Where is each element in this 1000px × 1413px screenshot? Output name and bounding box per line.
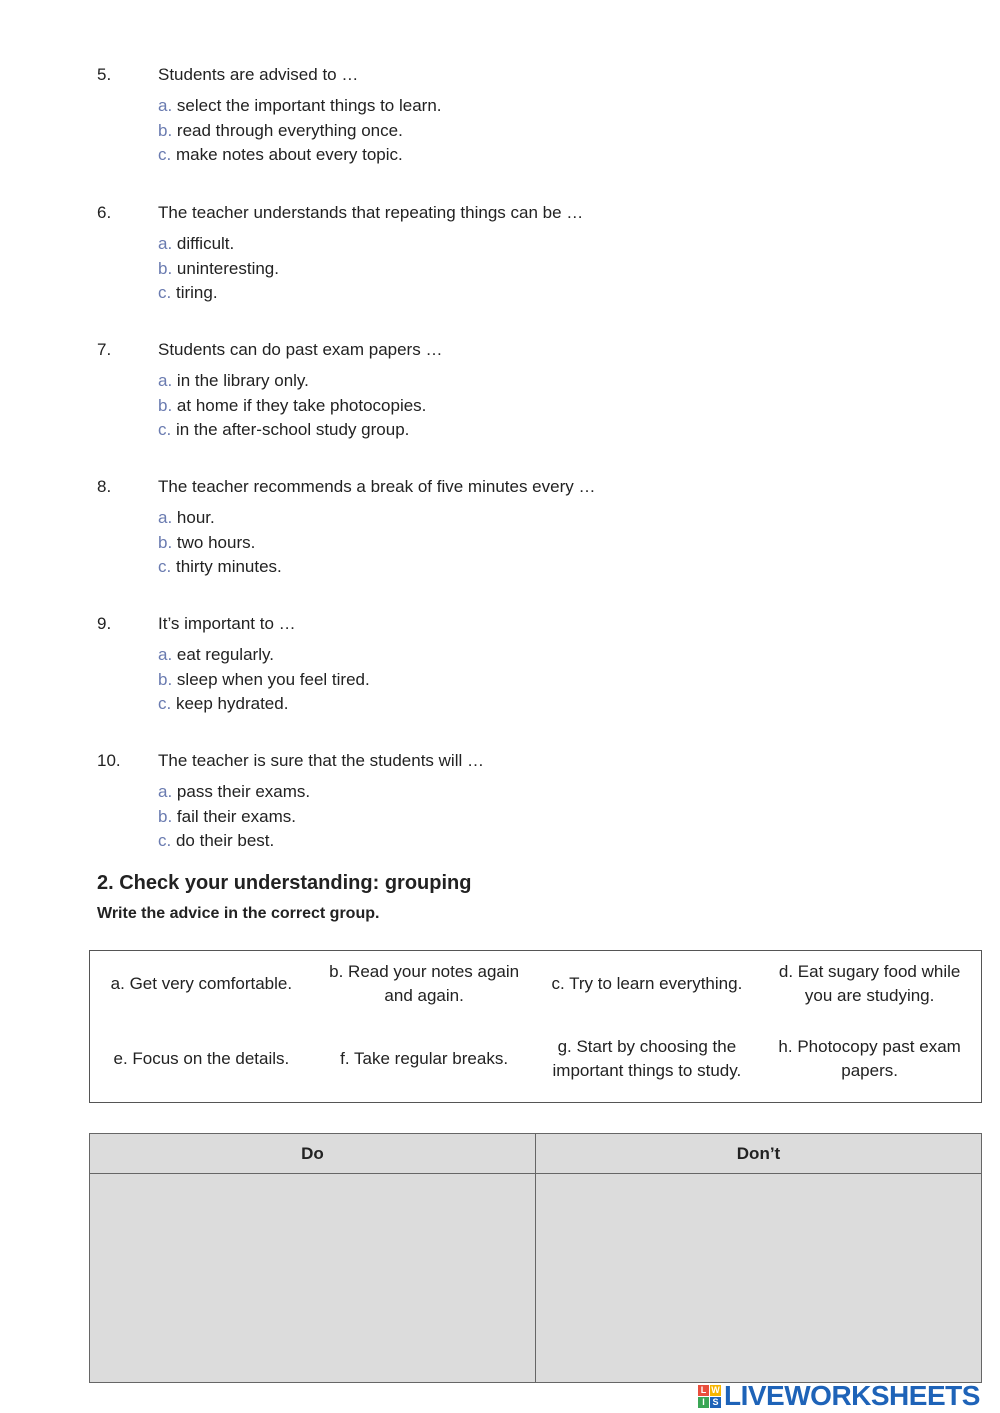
option-text: make notes about every topic. xyxy=(175,145,403,164)
question-9 xyxy=(97,613,917,717)
option-text: thirty minutes. xyxy=(175,557,282,576)
option-letter: a. xyxy=(158,234,173,253)
option-text: at home if they take photocopies. xyxy=(176,395,427,415)
question-10 xyxy=(97,750,917,854)
section-instruction: Write the advice in the correct group. xyxy=(97,905,380,922)
option-text: in the library only. xyxy=(176,371,309,390)
option-text: difficult. xyxy=(176,234,235,253)
option-letter: c. xyxy=(158,557,172,576)
option-b[interactable] xyxy=(158,119,917,144)
question-6 xyxy=(97,202,917,306)
option-text: read through everything once. xyxy=(176,120,403,140)
logo-tile: I xyxy=(698,1397,709,1408)
option-b[interactable] xyxy=(158,668,917,693)
option-text: do their best. xyxy=(175,831,275,850)
question-number: 7. xyxy=(97,340,112,359)
do-drop-area[interactable] xyxy=(90,1174,536,1383)
option-c[interactable] xyxy=(158,281,917,306)
advice-item-h[interactable]: h. Photocopy past exam papers. xyxy=(778,1037,961,1080)
question-number: 6. xyxy=(97,203,112,222)
option-text: pass their exams. xyxy=(176,782,311,801)
question-number: 8. xyxy=(97,477,112,496)
option-text: select the important things to learn. xyxy=(176,96,442,115)
question-text: Students are advised to … xyxy=(158,65,359,84)
option-letter: c. xyxy=(158,420,172,439)
advice-item-g[interactable]: g. Start by choosing the important things to study. xyxy=(552,1037,742,1080)
option-text: two hours. xyxy=(176,532,256,552)
option-letter: a. xyxy=(158,96,173,115)
grouping-table xyxy=(89,1133,982,1383)
option-text: eat regularly. xyxy=(176,645,274,664)
option-b[interactable] xyxy=(158,257,917,282)
dont-drop-area[interactable] xyxy=(536,1174,982,1383)
option-a[interactable] xyxy=(158,780,917,805)
question-5 xyxy=(97,64,917,168)
option-a[interactable] xyxy=(158,369,917,394)
option-letter: b. xyxy=(158,258,173,278)
option-text: in the after-school study group. xyxy=(175,420,410,439)
question-text: The teacher understands that repeating things can be … xyxy=(158,203,584,222)
question-number: 10. xyxy=(97,751,121,770)
option-c[interactable] xyxy=(158,555,917,580)
option-letter: b. xyxy=(158,669,173,689)
advice-item-d[interactable]: d. Eat sugary food while you are studying. xyxy=(778,961,961,1005)
option-c[interactable] xyxy=(158,143,917,168)
option-b[interactable] xyxy=(158,394,917,419)
liveworksheets-watermark xyxy=(698,1380,980,1412)
question-text: It’s important to … xyxy=(158,614,296,633)
option-letter: a. xyxy=(158,782,173,801)
dont-column-header: Don’t xyxy=(536,1134,982,1174)
option-a[interactable] xyxy=(158,506,917,531)
option-text: hour. xyxy=(176,508,215,527)
option-a[interactable] xyxy=(158,643,917,668)
question-text: Students can do past exam papers … xyxy=(158,340,443,359)
option-letter: c. xyxy=(158,694,172,713)
option-c[interactable] xyxy=(158,692,917,717)
option-letter: c. xyxy=(158,283,172,302)
question-number: 9. xyxy=(97,614,112,633)
option-text: keep hydrated. xyxy=(175,694,289,713)
option-text: uninteresting. xyxy=(176,258,279,278)
liveworksheets-logo-icon xyxy=(698,1385,721,1408)
advice-item-b[interactable]: b. Read your notes again and again. xyxy=(329,961,520,1005)
option-b[interactable] xyxy=(158,531,917,556)
option-letter: b. xyxy=(158,806,173,826)
option-text: fail their exams. xyxy=(176,806,296,826)
logo-tile: W xyxy=(711,1385,720,1395)
option-letter: b. xyxy=(158,395,173,415)
option-b[interactable] xyxy=(158,805,917,830)
option-letter: a. xyxy=(158,508,173,527)
question-text: The teacher is sure that the students will … xyxy=(158,751,484,770)
advice-item-e[interactable]: e. Focus on the details. xyxy=(113,1049,290,1068)
option-letter: b. xyxy=(158,532,173,552)
advice-item-a[interactable]: a. Get very comfortable. xyxy=(110,973,293,993)
option-letter: c. xyxy=(158,831,172,850)
option-letter: c. xyxy=(158,145,172,164)
question-number: 5. xyxy=(97,65,112,84)
do-column-header: Do xyxy=(90,1134,536,1174)
option-a[interactable] xyxy=(158,94,917,119)
option-letter: b. xyxy=(158,120,173,140)
question-7 xyxy=(97,339,917,443)
logo-tile: S xyxy=(710,1397,721,1408)
option-c[interactable] xyxy=(158,829,917,854)
watermark-text: LIVEWORKSHEETS xyxy=(724,1380,980,1411)
option-text: tiring. xyxy=(175,283,218,302)
advice-item-c[interactable]: c. Try to learn everything. xyxy=(551,973,743,993)
option-text: sleep when you feel tired. xyxy=(176,669,370,689)
logo-tile: L xyxy=(698,1385,709,1396)
advice-box xyxy=(89,950,982,1103)
option-letter: a. xyxy=(158,371,173,390)
option-letter: a. xyxy=(158,645,173,664)
question-8 xyxy=(97,476,917,580)
advice-item-f[interactable]: f. Take regular breaks. xyxy=(340,1049,509,1068)
section-title: 2. Check your understanding: grouping xyxy=(97,872,472,894)
option-a[interactable] xyxy=(158,232,917,257)
option-c[interactable] xyxy=(158,418,917,443)
question-text: The teacher recommends a break of five minutes every … xyxy=(158,477,596,496)
